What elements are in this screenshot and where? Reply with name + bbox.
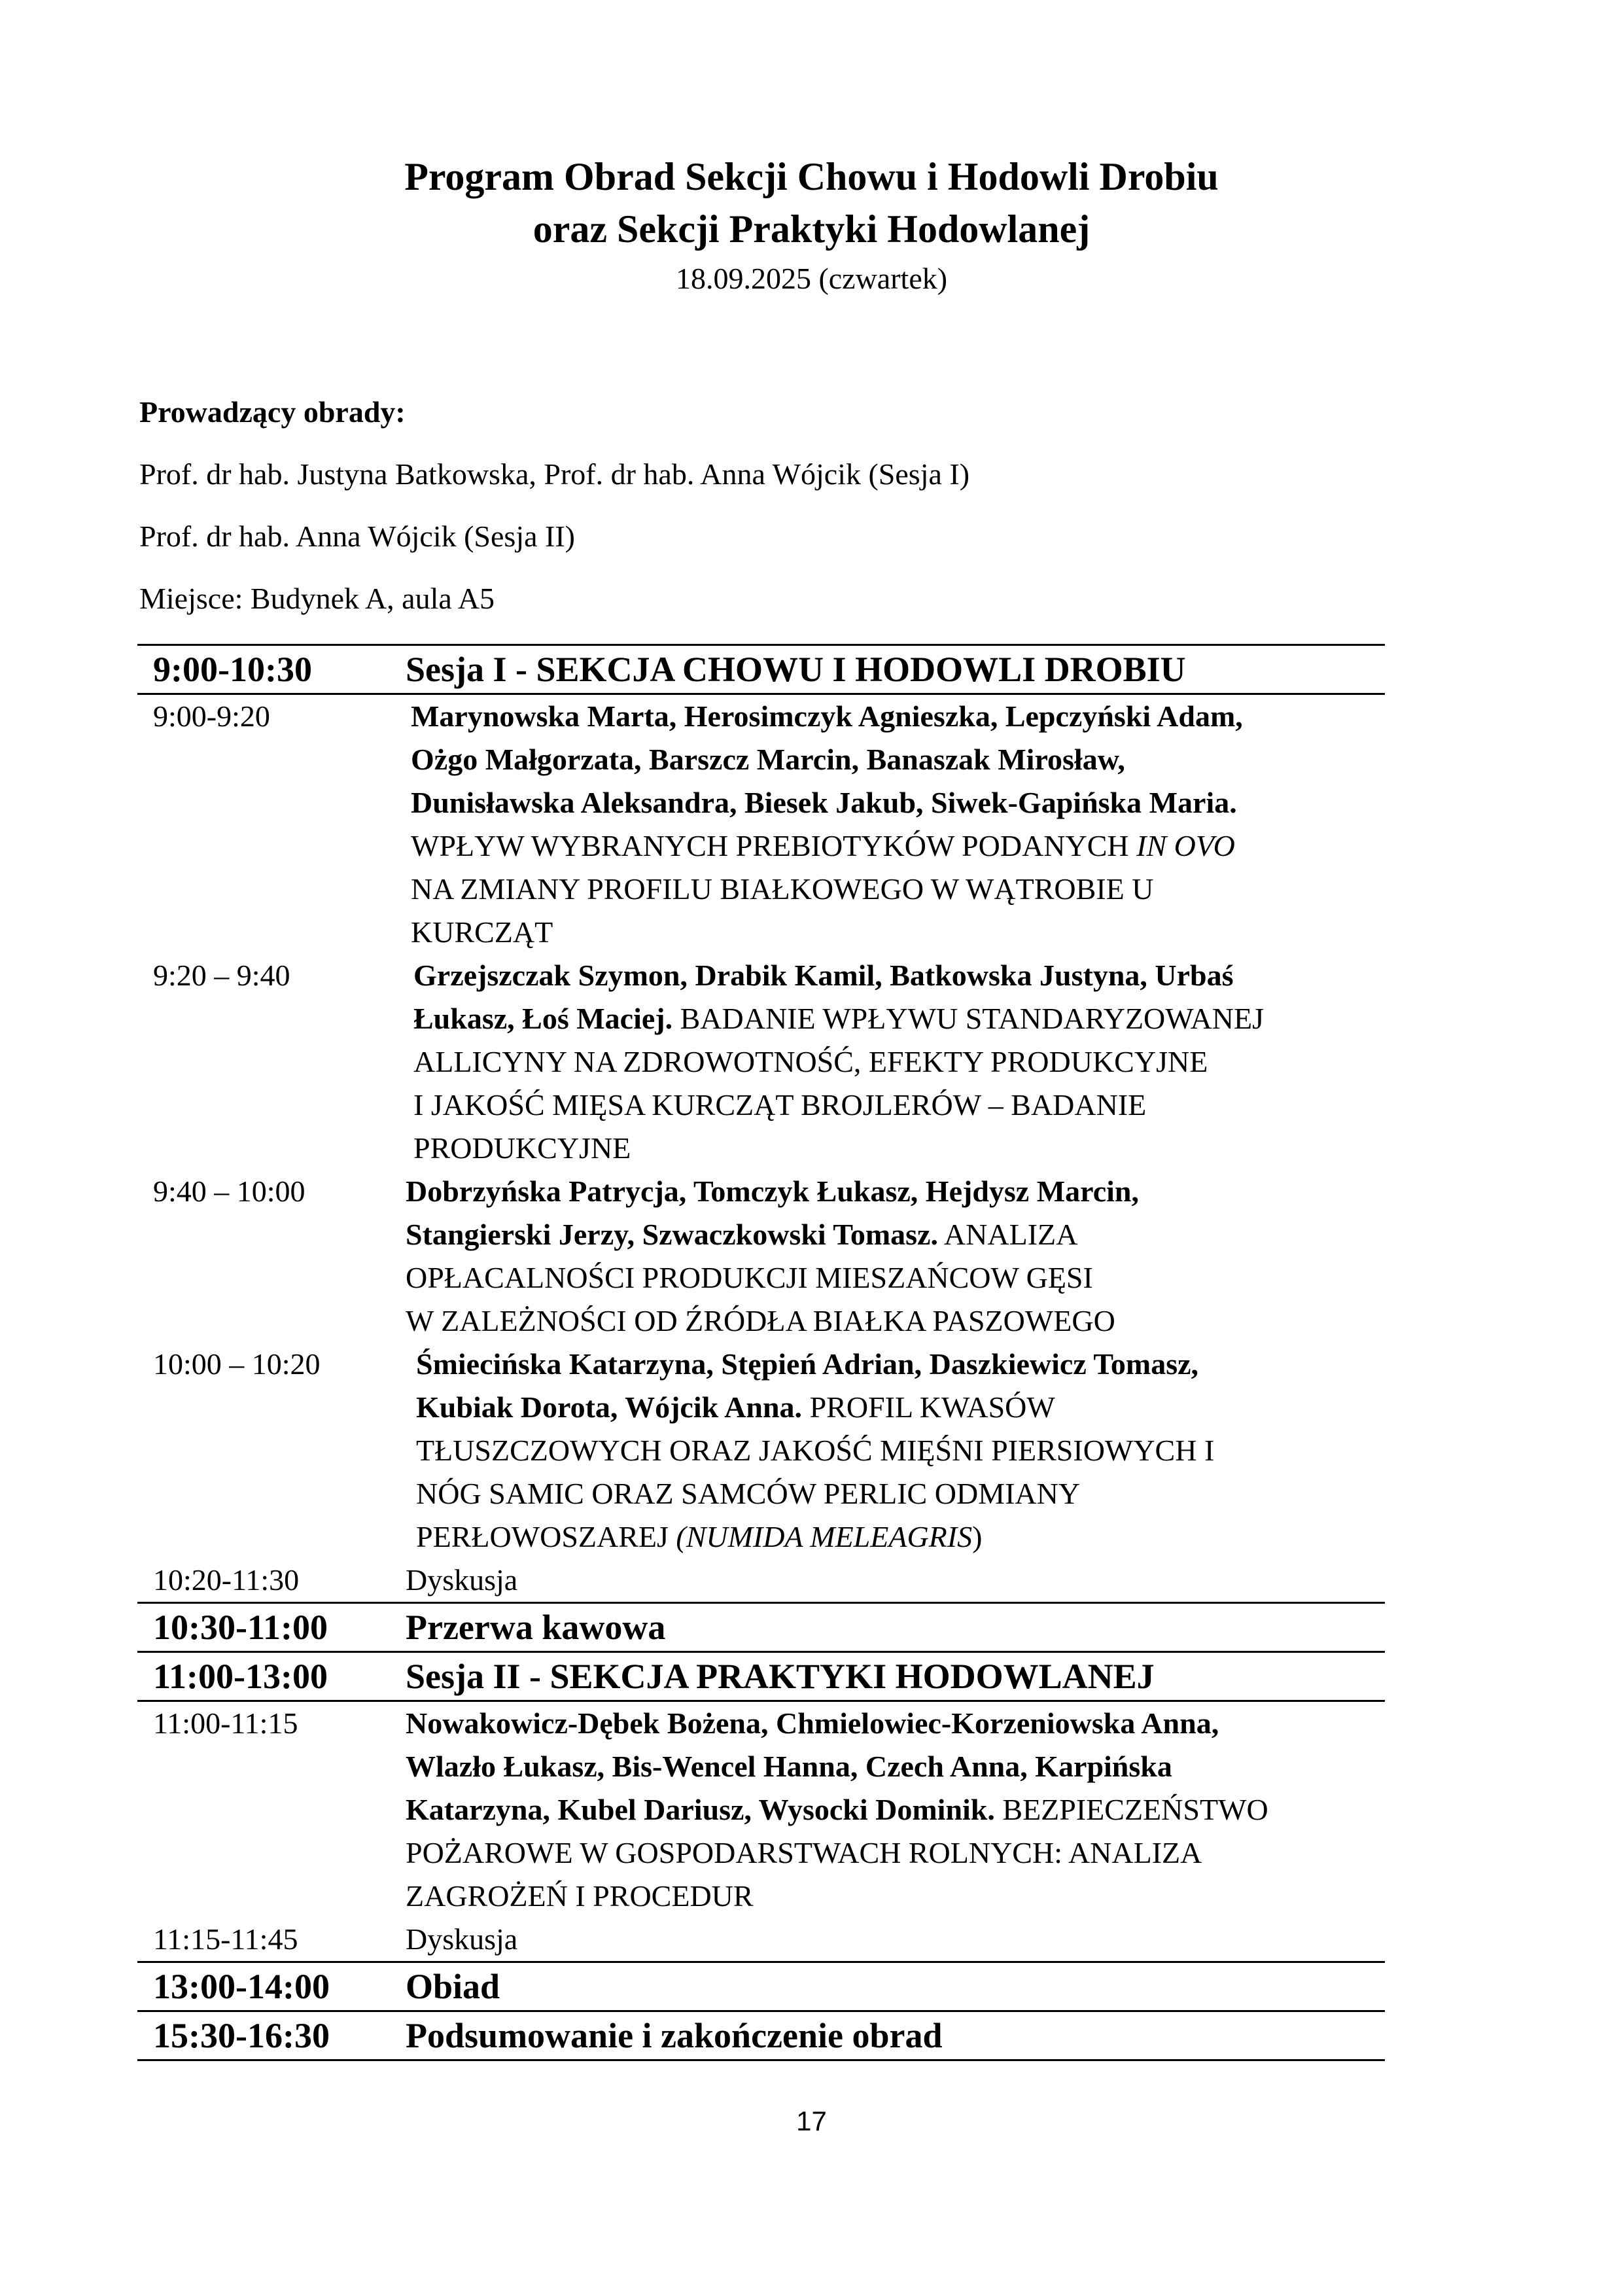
talk-title: ALLICYNY NA ZDROWOTNOŚĆ, EFEKTY PRODUKCYJNE [413, 1045, 1208, 1078]
talk-authors: Nowakowicz-Dębek Bożena, Chmielowiec-Korzeniowska Anna, [406, 1706, 1219, 1740]
talk-authors: Stangierski Jerzy, Szwaczkowski Tomasz. [406, 1218, 938, 1251]
talk-title: PRODUKCYJNE [413, 1131, 631, 1165]
talk-body [406, 1343, 1385, 1559]
talk-title: I JAKOŚĆ MIĘSA KURCZĄT BROJLERÓW – BADANIE [413, 1088, 1147, 1122]
talk-title: PROFIL KWASÓW [802, 1390, 1055, 1424]
session-time: 15:30-16:30 [153, 2016, 330, 2055]
talk-time: 9:40 – 10:00 [153, 1174, 305, 1208]
discussion-row [137, 1918, 1385, 1961]
chairs-session-2: Prof. dr hab. Anna Wójcik (Sesja II) [139, 520, 575, 553]
chairs-session-1: Prof. dr hab. Justyna Batkowska, Prof. dr hab. Anna Wójcik (Sesja I) [139, 457, 970, 491]
talk-title: KURCZĄT [411, 915, 553, 949]
talk-time: 11:00-11:15 [153, 1706, 298, 1740]
talk-title: POŻAROWE W GOSPODARSTWACH ROLNYCH: ANALIZA [406, 1836, 1202, 1869]
session-label: Sesja II - SEKCJA PRAKTYKI HODOWLANEJ [406, 1657, 1155, 1696]
talk-time: 9:20 – 9:40 [153, 959, 290, 992]
closing-row [137, 2012, 1385, 2059]
talk-title: NÓG SAMIC ORAZ SAMCÓW PERLIC ODMIANY [416, 1477, 1081, 1510]
talk-title: BADANIE WPŁYWU STANDARYZOWANEJ [672, 1002, 1265, 1035]
talk-title-text: WPŁYW WYBRANYCH PREBIOTYKÓW PODANYCH [411, 829, 1137, 862]
talk-body [406, 1702, 1385, 1918]
chairs-info [139, 393, 969, 641]
talk-authors: Wlazło Łukasz, Bis-Wencel Hanna, Czech Anna, Karpińska [406, 1750, 1172, 1783]
session-label: Sesja I - SEKCJA CHOWU I HODOWLI DROBIU [406, 650, 1186, 689]
chairs-heading: Prowadzący obrady: [139, 395, 406, 429]
table-divider [137, 2059, 1385, 2061]
talk-authors: Marynowska Marta, Herosimczyk Agnieszka, Lepczyński Adam, [411, 699, 1243, 733]
talk-title-italic: (NUMIDA MELEAGRIS [676, 1520, 973, 1553]
talk-body [406, 954, 1385, 1170]
session-1-header [137, 646, 1385, 693]
talk-row [137, 1702, 1385, 1918]
title-block [0, 150, 1623, 300]
session-label: Obiad [406, 1967, 500, 2006]
talk-time: 10:00 – 10:20 [153, 1347, 321, 1381]
session-time: 13:00-14:00 [153, 1967, 330, 2006]
talk-title-italic: IN OVO [1136, 829, 1235, 862]
talk-authors: Kubiak Dorota, Wójcik Anna. [416, 1390, 803, 1424]
page-title-line-1: Program Obrad Sekcji Chowu i Hodowli Drobiu [404, 155, 1219, 198]
discussion-label: Dyskusja [406, 1563, 518, 1597]
talk-row [137, 1170, 1385, 1343]
discussion-time: 11:15-11:45 [153, 1922, 298, 1956]
talk-line [406, 1213, 1385, 1256]
page-number: 17 [796, 2106, 827, 2136]
talk-title-text: PERŁOWOSZAREJ [416, 1520, 676, 1553]
talk-title: TŁUSZCZOWYCH ORAZ JAKOŚĆ MIĘŚNI PIERSIOWYCH I [416, 1434, 1215, 1467]
coffee-break-row [137, 1604, 1385, 1651]
talk-time: 9:00-9:20 [153, 699, 270, 733]
talk-authors: Katarzyna, Kubel Dariusz, Wysocki Dominik. [406, 1793, 995, 1826]
talk-authors: Dobrzyńska Patrycja, Tomczyk Łukasz, Hejdysz Marcin, [406, 1174, 1140, 1208]
page-title-line-2: oraz Sekcji Praktyki Hodowlanej [532, 207, 1091, 251]
talk-title: W ZALEŻNOŚCI OD ŹRÓDŁA BIAŁKA PASZOWEGO [406, 1304, 1115, 1337]
event-date: 18.09.2025 (czwartek) [675, 262, 948, 295]
talk-row [137, 695, 1385, 954]
lunch-row [137, 1963, 1385, 2010]
talk-body [406, 695, 1385, 954]
discussion-time: 10:20-11:30 [153, 1563, 300, 1597]
talk-title [416, 1515, 1385, 1559]
talk-title-text: ) [972, 1520, 983, 1553]
talk-line [416, 1386, 1385, 1429]
talk-title: OPŁACALNOŚCI PRODUKCJI MIESZAŃCOW GĘSI [406, 1261, 1093, 1294]
session-time: 10:30-11:00 [153, 1608, 328, 1647]
talk-title: ZAGROŻEŃ I PROCEDUR [406, 1879, 754, 1913]
talk-title: BEZPIECZEŃSTWO [994, 1793, 1268, 1826]
talk-authors: Ożgo Małgorzata, Barszcz Marcin, Banaszak Mirosław, [411, 743, 1125, 776]
talk-authors: Śmiecińska Katarzyna, Stępień Adrian, Daszkiewicz Tomasz, [416, 1347, 1199, 1381]
talk-authors: Łukasz, Łoś Maciej. [413, 1002, 673, 1035]
session-time: 11:00-13:00 [153, 1657, 328, 1696]
talk-body [406, 1170, 1385, 1343]
discussion-label: Dyskusja [406, 1922, 518, 1956]
talk-authors: Grzejszczak Szymon, Drabik Kamil, Batkowska Justyna, Urbaś [413, 959, 1234, 992]
talk-row [137, 954, 1385, 1170]
schedule-table [137, 644, 1385, 2061]
talk-title [411, 824, 1385, 868]
talk-title: NA ZMIANY PROFILU BIAŁKOWEGO W WĄTROBIE U [411, 872, 1154, 906]
session-label: Podsumowanie i zakończenie obrad [406, 2016, 943, 2055]
talk-row [137, 1343, 1385, 1559]
venue: Miejsce: Budynek A, aula A5 [139, 582, 495, 615]
session-2-header [137, 1653, 1385, 1700]
discussion-row [137, 1559, 1385, 1602]
talk-title: ANALIZA [937, 1218, 1078, 1251]
session-label: Przerwa kawowa [406, 1608, 666, 1647]
talk-line [406, 1788, 1385, 1831]
talk-authors: Dunisławska Aleksandra, Biesek Jakub, Siwek-Gapińska Maria. [411, 786, 1237, 819]
talk-line [413, 997, 1385, 1040]
session-time: 9:00-10:30 [153, 650, 312, 689]
